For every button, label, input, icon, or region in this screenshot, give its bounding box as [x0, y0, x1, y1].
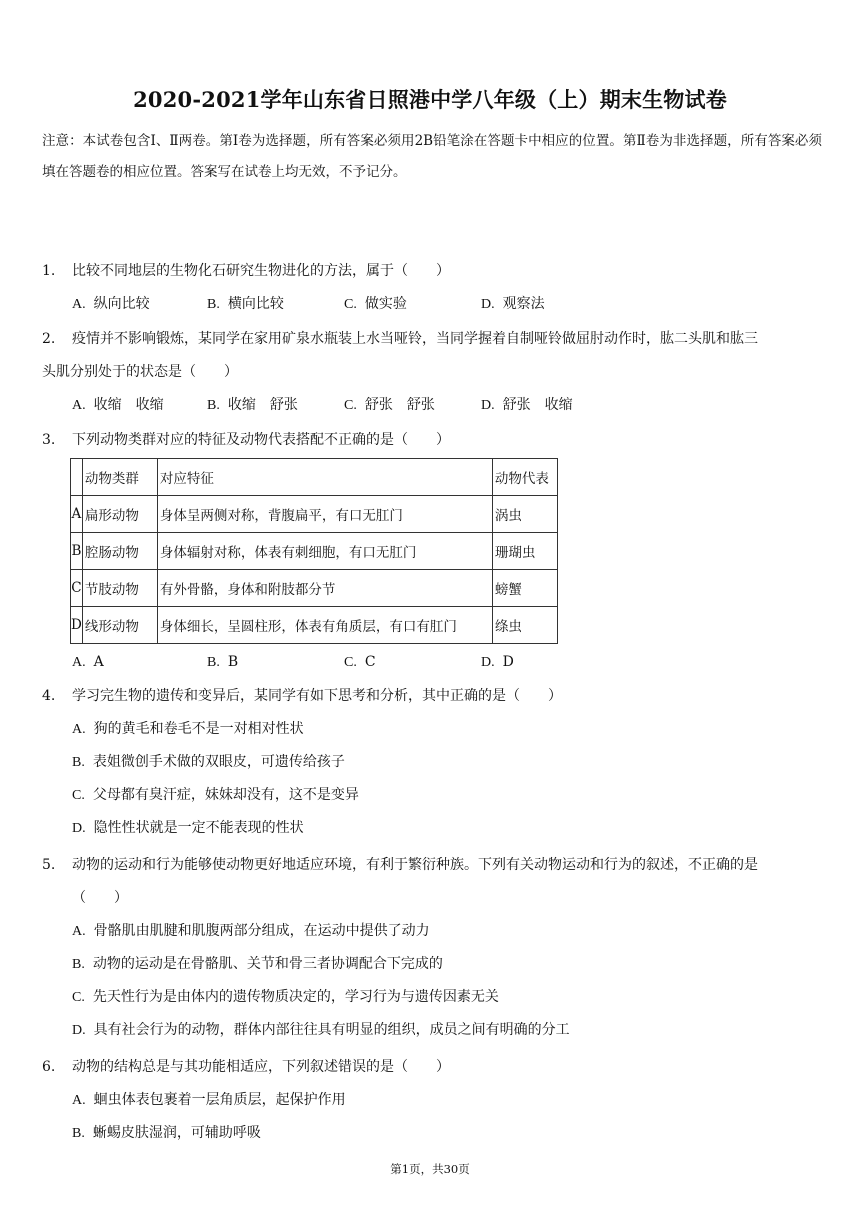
- table-header-cell: 对应特征: [157, 459, 492, 496]
- exam-notice: 注意：本试卷包含Ⅰ、Ⅱ两卷。第Ⅰ卷为选择题，所有答案必须用2B铅笔涂在答题卡中相应的位置。第Ⅱ卷为非选择题，所有答案必须填在答题卷的相应位置。答案写在试卷上均无效，不予记分。: [42, 133, 822, 180]
- table-cell: B: [71, 533, 83, 570]
- table-row: [71, 533, 558, 570]
- table-cell: 身体呈两侧对称，背腹扁平，有口无肛门: [157, 496, 492, 533]
- option-b[interactable]: B. 收缩 舒张: [207, 397, 298, 413]
- option-b[interactable]: B. 蜥蜴皮肤湿润，可辅助呼吸: [72, 1125, 261, 1141]
- option-c[interactable]: C. 先天性行为是由体内的遗传物质决定的，学习行为与遗传因素无关: [72, 989, 499, 1005]
- question-number: 3.: [42, 432, 56, 448]
- option-c[interactable]: C. 做实验: [344, 296, 407, 312]
- table-cell: 身体细长，呈圆柱形，体表有角质层，有口有肛门: [157, 607, 492, 644]
- table-cell: 线形动物: [82, 607, 157, 644]
- table-row: [71, 570, 558, 607]
- animal-groups-table: [70, 458, 558, 644]
- options-row: [72, 389, 822, 422]
- question-stem-line: 疫情并不影响锻炼，某同学在家用矿泉水瓶装上水当哑铃，当同学握着自制哑铃做屈肘动作时，肱二头肌和肱三: [72, 331, 758, 347]
- page-title: 2020-2021学年山东省日照港中学八年级（上）期末生物试卷: [133, 87, 727, 112]
- table-cell: 涡虫: [492, 496, 557, 533]
- option-b[interactable]: B. 表姐微创手术做的双眼皮，可遗传给孩子: [72, 754, 345, 770]
- question-stem-line: 动物的运动和行为能够使动物更好地适应环境，有利于繁衍种族。下列有关动物运动和行为的叙述，不正确的是: [72, 857, 758, 873]
- question-number: 5.: [42, 857, 56, 873]
- option-a[interactable]: A. 蛔虫体表包裹着一层角质层，起保护作用: [72, 1092, 346, 1108]
- table-cell: 珊瑚虫: [492, 533, 557, 570]
- table-cell: 扁形动物: [82, 496, 157, 533]
- question-2: [42, 323, 822, 422]
- option-a[interactable]: A. 骨骼肌由肌腱和肌腹两部分组成，在运动中提供了动力: [72, 923, 430, 939]
- option-c[interactable]: C. 父母都有臭汗症，妹妹却没有，这不是变异: [72, 787, 359, 803]
- options-row: [72, 288, 822, 321]
- question-5: [42, 849, 822, 1047]
- page-footer: 第1页，共30页: [390, 1162, 470, 1176]
- option-a[interactable]: A. 收缩 收缩: [72, 397, 164, 413]
- question-stem-line: 头肌分别处于的状态是（ ）: [42, 364, 238, 380]
- question-4: [42, 680, 822, 845]
- option-d[interactable]: D. D: [481, 654, 514, 670]
- table-header-cell: 动物类群: [82, 459, 157, 496]
- table-cell: 身体辐射对称，体表有刺细胞，有口无肛门: [157, 533, 492, 570]
- table-cell: 有外骨骼，身体和附肢都分节: [157, 570, 492, 607]
- option-c[interactable]: C. C: [344, 654, 376, 670]
- table-cell: 腔肠动物: [82, 533, 157, 570]
- question-6: [42, 1051, 822, 1150]
- question-stem: 下列动物类群对应的特征及动物代表搭配不正确的是（ ）: [72, 432, 450, 448]
- options-row: [72, 646, 822, 679]
- question-1: [42, 255, 822, 321]
- table-cell: C: [71, 570, 83, 607]
- question-stem-line: （ ）: [72, 890, 128, 906]
- option-c[interactable]: C. 舒张 舒张: [344, 397, 435, 413]
- table-row: [71, 496, 558, 533]
- table-header-row: [71, 459, 558, 496]
- table-header-cell: 动物代表: [492, 459, 557, 496]
- option-d[interactable]: D. 隐性性状就是一定不能表现的性状: [72, 820, 304, 836]
- question-3-options: [42, 646, 822, 679]
- option-d[interactable]: D. 具有社会行为的动物，群体内部往往具有明显的组织，成员之间有明确的分工: [72, 1022, 570, 1038]
- question-3: [42, 424, 822, 457]
- table-cell: A: [71, 496, 83, 533]
- option-b[interactable]: B. 横向比较: [207, 296, 284, 312]
- option-d[interactable]: D. 舒张 收缩: [481, 397, 573, 413]
- table-cell: 螃蟹: [492, 570, 557, 607]
- table-row: [71, 607, 558, 644]
- option-d[interactable]: D. 观察法: [481, 296, 545, 312]
- question-number: 2.: [42, 331, 56, 347]
- option-a[interactable]: A. A: [72, 654, 104, 670]
- option-a[interactable]: A. 纵向比较: [72, 296, 150, 312]
- question-number: 1.: [42, 263, 56, 279]
- question-stem: 比较不同地层的生物化石研究生物进化的方法，属于（ ）: [72, 263, 450, 279]
- question-number: 6.: [42, 1059, 56, 1075]
- question-stem: 学习完生物的遗传和变异后，某同学有如下思考和分析，其中正确的是（ ）: [72, 688, 562, 704]
- question-stem: 动物的结构总是与其功能相适应，下列叙述错误的是（ ）: [72, 1059, 450, 1075]
- option-b[interactable]: B. 动物的运动是在骨骼肌、关节和骨三者协调配合下完成的: [72, 956, 443, 972]
- table-cell: D: [71, 607, 83, 644]
- table-cell: 节肢动物: [82, 570, 157, 607]
- question-number: 4.: [42, 688, 56, 704]
- table-header-cell: [71, 459, 83, 496]
- option-a[interactable]: A. 狗的黄毛和卷毛不是一对相对性状: [72, 721, 304, 737]
- option-b[interactable]: B. B: [207, 654, 239, 670]
- table-cell: 绦虫: [492, 607, 557, 644]
